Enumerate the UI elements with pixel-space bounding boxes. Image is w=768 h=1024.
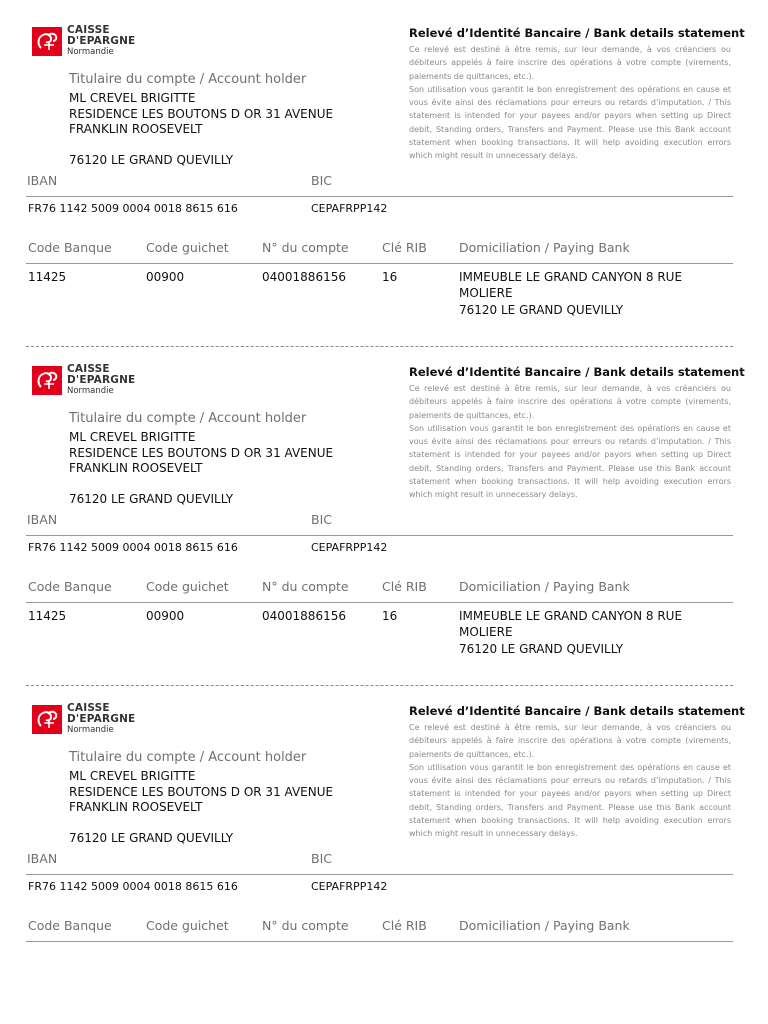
account-holder-name: ML CREVEL BRIGITTE: [69, 91, 196, 105]
iban-value: FR76 1142 5009 0004 0018 8615 616: [28, 541, 238, 554]
iban-value: FR76 1142 5009 0004 0018 8615 616: [28, 202, 238, 215]
code-guichet-label: Code guichet: [146, 240, 229, 255]
code-guichet-label: Code guichet: [146, 918, 229, 933]
statement-paragraph-2: Son utilisation vous garantit le bon enregistrement des opérations en cause et vous évite ainsi des réclamations pour erreurs ou retards d’imputation. / This statement is intended for your payees and/or payors when setting up Direct debit, Standing orders, Transfers and Payment. Please use this Bank account statement when booking transactions. It will help avoiding execution errors which might result in unnecessary delays.: [409, 423, 731, 500]
divider: [26, 196, 733, 197]
caisse-epargne-logo: [32, 25, 147, 65]
domiciliation-label: Domiciliation / Paying Bank: [459, 918, 630, 933]
domiciliation-line1: IMMEUBLE LE GRAND CANYON 8 RUE: [459, 609, 683, 623]
statement-paragraph-1: Ce relevé est destiné à être remis, sur leur demande, à vos créanciers ou débiteurs appelés à faire inscrire des opérations à votre compte (virements, paiements de quittances, etc.).: [409, 723, 731, 759]
statement-description: [409, 382, 731, 502]
domiciliation-value: [459, 608, 739, 657]
cle-rib-label: Clé RIB: [382, 240, 427, 255]
domiciliation-line3: 76120 LE GRAND QUEVILLY: [459, 302, 624, 317]
account-holder-label: Titulaire du compte / Account holder: [69, 72, 307, 87]
domiciliation-line1: IMMEUBLE LE GRAND CANYON 8 RUE: [459, 270, 683, 284]
logo-region: Normandie: [67, 725, 114, 735]
bic-value: CEPAFRPP142: [311, 880, 388, 893]
code-banque-value: 11425: [28, 609, 67, 623]
logo-text-line1: CAISSE: [67, 363, 110, 375]
domiciliation-label: Domiciliation / Paying Bank: [459, 579, 630, 594]
code-guichet-value: 00900: [146, 609, 185, 623]
statement-title: Relevé d’Identité Bancaire / Bank details statement: [409, 26, 745, 40]
statement-description: [409, 721, 731, 841]
account-holder-address-line1: RESIDENCE LES BOUTONS D OR 31 AVENUE: [69, 785, 334, 799]
iban-label: IBAN: [27, 851, 58, 866]
cle-rib-value: 16: [382, 270, 398, 284]
num-compte-label: N° du compte: [262, 579, 349, 594]
statement-paragraph-1: Ce relevé est destiné à être remis, sur leur demande, à vos créanciers ou débiteurs appelés à faire inscrire des opérations à votre compte (virements, paiements de quittances, etc.).: [409, 45, 731, 81]
bic-value: CEPAFRPP142: [311, 202, 388, 215]
code-banque-label: Code Banque: [28, 240, 112, 255]
code-guichet-value: 00900: [146, 270, 185, 284]
squirrel-logo-icon: [32, 366, 62, 395]
account-holder-address-line1: RESIDENCE LES BOUTONS D OR 31 AVENUE: [69, 446, 334, 460]
account-holder-city: 76120 LE GRAND QUEVILLY: [69, 831, 234, 845]
code-guichet-label: Code guichet: [146, 579, 229, 594]
logo-text-line1: CAISSE: [67, 702, 110, 714]
account-holder-name: ML CREVEL BRIGITTE: [69, 430, 196, 444]
iban-label: IBAN: [27, 512, 58, 527]
logo-text-line2: D'EPARGNE: [67, 374, 136, 386]
code-banque-label: Code Banque: [28, 579, 112, 594]
rib-block-3: [0, 678, 768, 1017]
account-holder-address-line2: FRANKLIN ROOSEVELT: [69, 122, 203, 136]
account-holder-address-line2: FRANKLIN ROOSEVELT: [69, 800, 203, 814]
code-banque-value: 11425: [28, 270, 67, 284]
bic-label: BIC: [311, 512, 332, 527]
statement-paragraph-2: Son utilisation vous garantit le bon enregistrement des opérations en cause et vous évite ainsi des réclamations pour erreurs ou retards d’imputation. / This statement is intended for your payees and/or payors when setting up Direct debit, Standing orders, Transfers and Payment. Please use this Bank account statement when booking transactions. It will help avoiding execution errors which might result in unnecessary delays.: [409, 762, 731, 839]
account-holder-label: Titulaire du compte / Account holder: [69, 750, 307, 765]
domiciliation-value: [459, 269, 739, 318]
num-compte-label: N° du compte: [262, 918, 349, 933]
account-holder-city: 76120 LE GRAND QUEVILLY: [69, 153, 234, 167]
statement-description: [409, 43, 731, 163]
account-holder-address-line1: RESIDENCE LES BOUTONS D OR 31 AVENUE: [69, 107, 334, 121]
rib-block-1: [0, 0, 768, 339]
statement-title: Relevé d’Identité Bancaire / Bank details statement: [409, 704, 745, 718]
account-holder-city: 76120 LE GRAND QUEVILLY: [69, 492, 234, 506]
domiciliation-line2: MOLIERE: [459, 625, 513, 640]
num-compte-value: 04001886156: [262, 270, 346, 284]
logo-region: Normandie: [67, 386, 114, 396]
caisse-epargne-logo: [32, 364, 147, 404]
statement-paragraph-1: Ce relevé est destiné à être remis, sur leur demande, à vos créanciers ou débiteurs appelés à faire inscrire des opérations à votre compte (virements, paiements de quittances, etc.).: [409, 384, 731, 420]
num-compte-value: 04001886156: [262, 609, 346, 623]
account-holder-name: ML CREVEL BRIGITTE: [69, 769, 196, 783]
squirrel-logo-icon: [32, 27, 62, 56]
statement-paragraph-2: Son utilisation vous garantit le bon enregistrement des opérations en cause et vous évite ainsi des réclamations pour erreurs ou retards d’imputation. / This statement is intended for your payees and/or payors when setting up Direct debit, Standing orders, Transfers and Payment. Please use this Bank account statement when booking transactions. It will help avoiding execution errors which might result in unnecessary delays.: [409, 84, 731, 161]
divider: [26, 602, 733, 603]
account-holder-label: Titulaire du compte / Account holder: [69, 411, 307, 426]
divider: [26, 263, 733, 264]
squirrel-logo-icon: [32, 705, 62, 734]
divider: [26, 535, 733, 536]
cle-rib-value: 16: [382, 609, 398, 623]
domiciliation-label: Domiciliation / Paying Bank: [459, 240, 630, 255]
logo-text-line1: CAISSE: [67, 24, 110, 36]
bic-value: CEPAFRPP142: [311, 541, 388, 554]
logo-region: Normandie: [67, 47, 114, 57]
account-holder-address-line2: FRANKLIN ROOSEVELT: [69, 461, 203, 475]
iban-label: IBAN: [27, 173, 58, 188]
statement-title: Relevé d’Identité Bancaire / Bank details statement: [409, 365, 745, 379]
bic-label: BIC: [311, 173, 332, 188]
divider: [26, 874, 733, 875]
cle-rib-label: Clé RIB: [382, 579, 427, 594]
logo-text-line2: D'EPARGNE: [67, 713, 136, 725]
code-banque-label: Code Banque: [28, 918, 112, 933]
iban-value: FR76 1142 5009 0004 0018 8615 616: [28, 880, 238, 893]
caisse-epargne-logo: [32, 703, 147, 743]
cle-rib-label: Clé RIB: [382, 918, 427, 933]
domiciliation-line2: MOLIERE: [459, 286, 513, 301]
divider: [26, 941, 733, 942]
logo-text-line2: D'EPARGNE: [67, 35, 136, 47]
bic-label: BIC: [311, 851, 332, 866]
domiciliation-line3: 76120 LE GRAND QUEVILLY: [459, 641, 624, 656]
num-compte-label: N° du compte: [262, 240, 349, 255]
rib-block-2: [0, 339, 768, 678]
